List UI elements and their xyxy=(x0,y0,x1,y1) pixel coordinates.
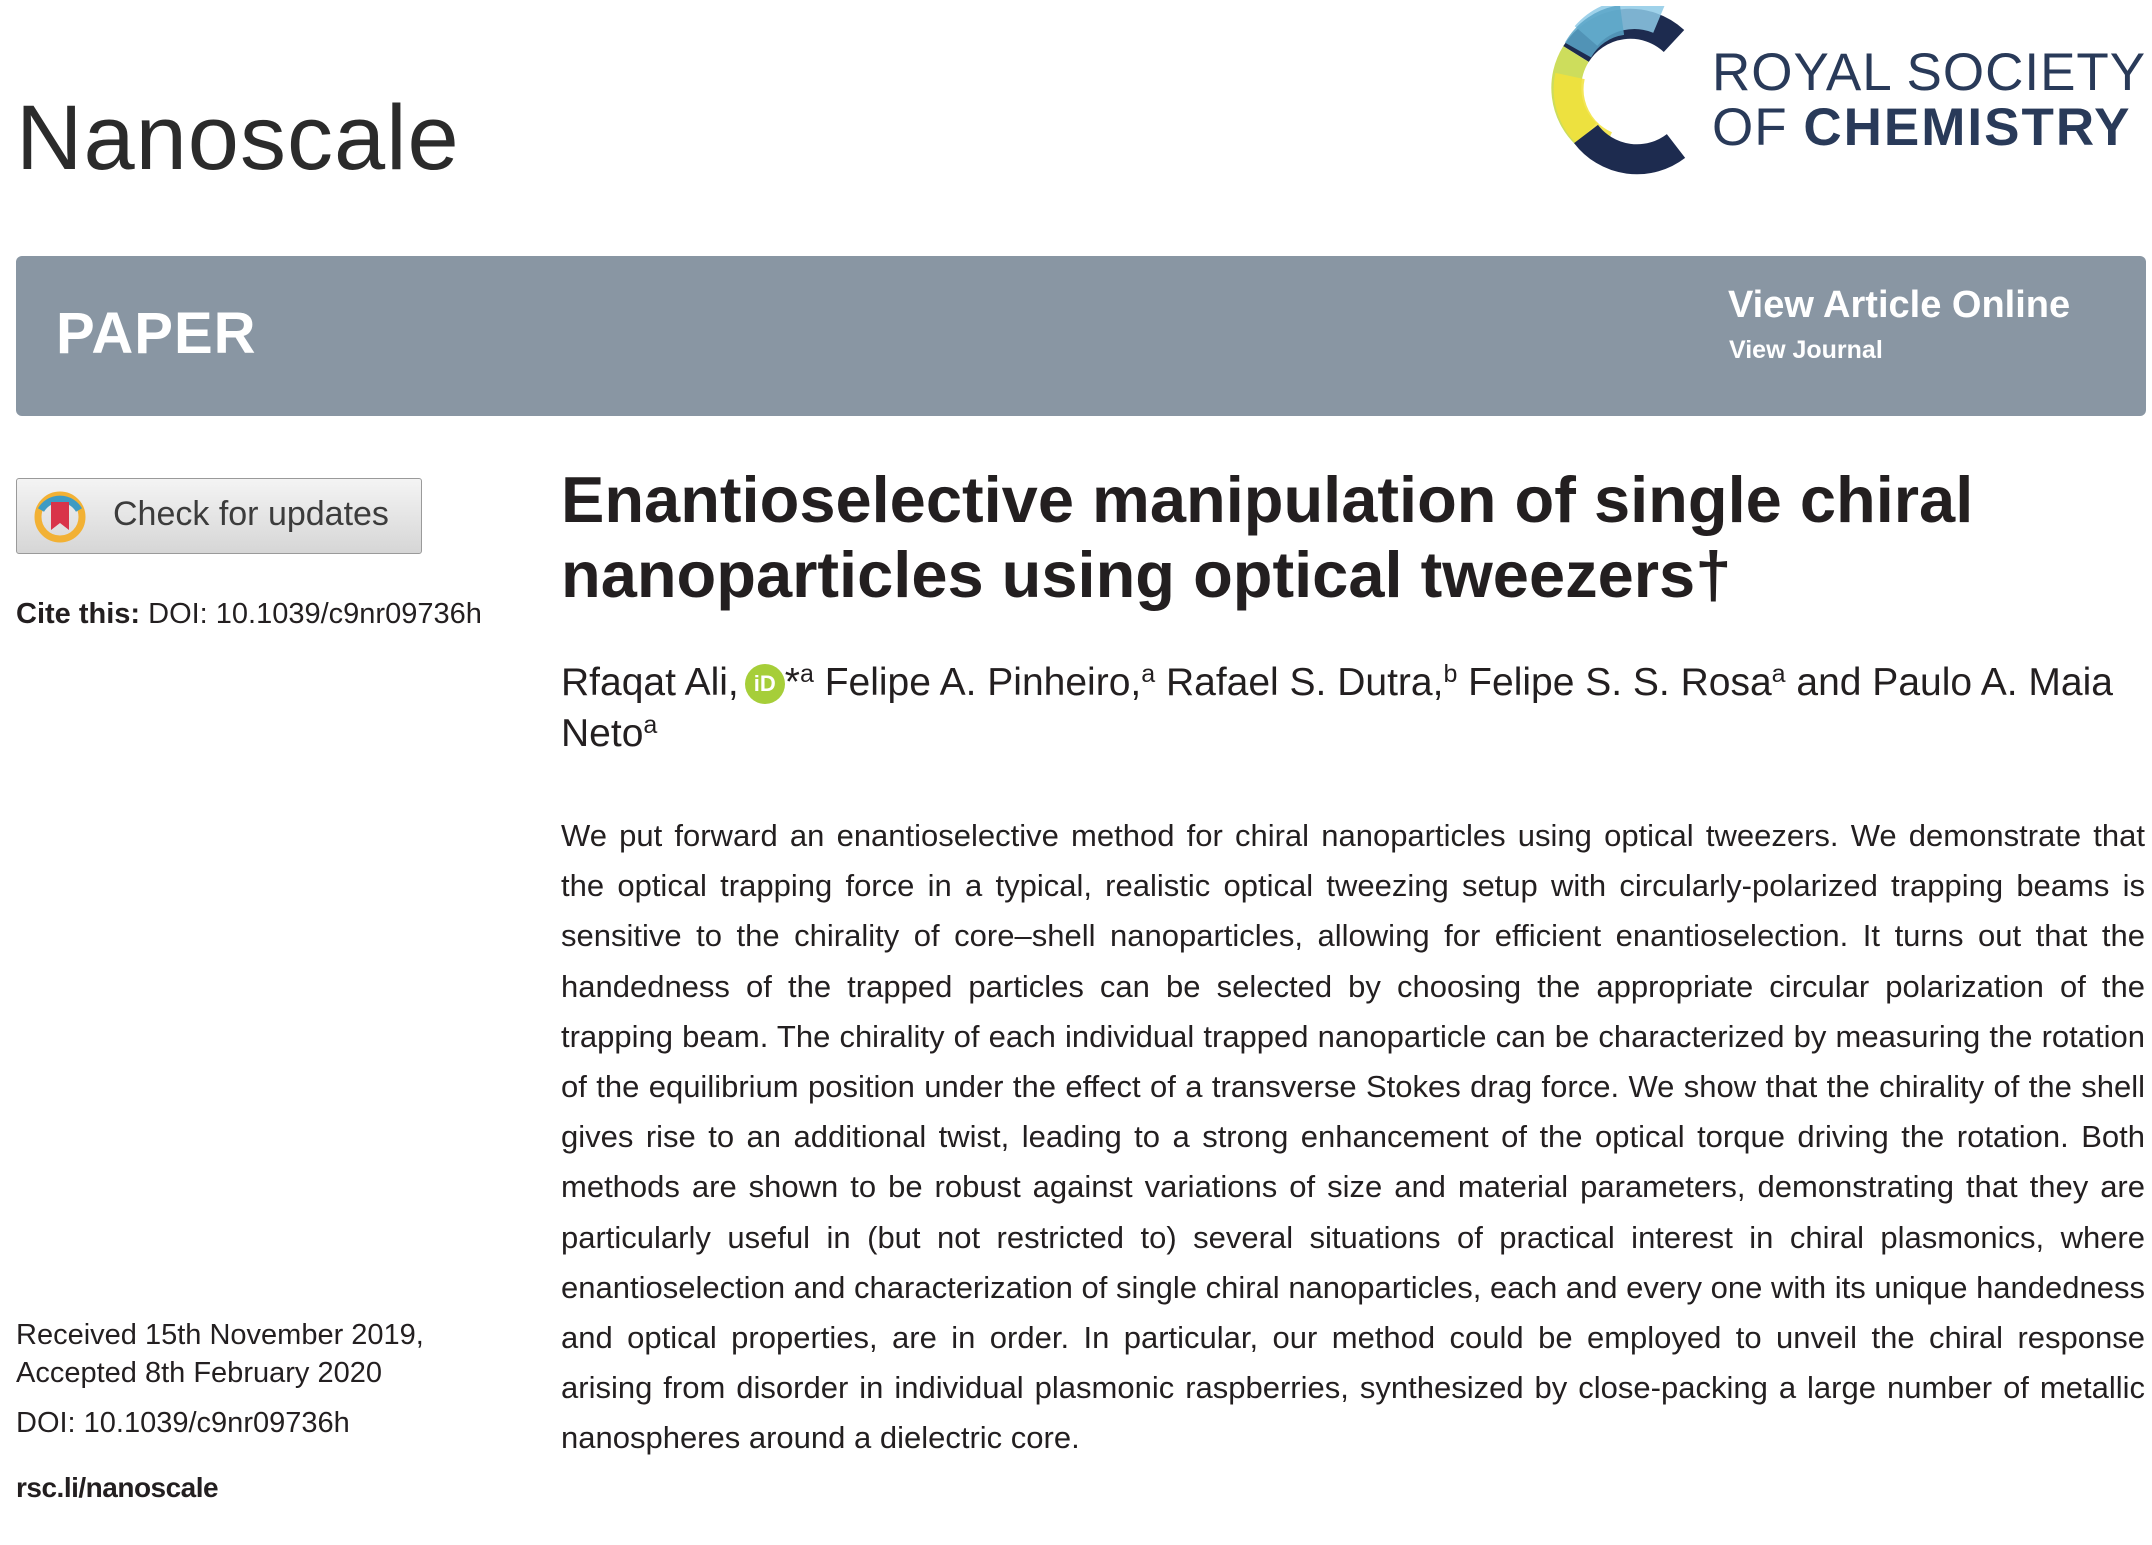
publisher-name-line1: ROYAL SOCIETY xyxy=(1712,43,2147,102)
view-article-online-link[interactable]: View Article Online xyxy=(1728,284,2071,326)
crossmark-icon xyxy=(33,490,87,544)
journal-title: Nanoscale xyxy=(16,87,460,189)
author-name: Rfaqat Ali, xyxy=(561,661,739,704)
orcid-icon[interactable]: iD xyxy=(745,664,785,704)
rsc-logo[interactable] xyxy=(1546,6,2146,176)
publication-dates xyxy=(16,1316,424,1392)
author-name: and Paulo A. Maia Neto xyxy=(561,661,2113,755)
affiliation-mark: a xyxy=(1141,660,1156,688)
article-type: PAPER xyxy=(56,301,257,366)
author-list xyxy=(561,657,2141,759)
cite-doi: DOI: 10.1039/c9nr09736h xyxy=(140,598,482,630)
affiliation-mark: b xyxy=(1443,660,1458,688)
abstract: We put forward an enantioselective method for chiral nanoparticles using optical tweezers. We demonstrate that the optical trapping force in a typical, realistic optical tweezing setup with circularly-polarized trapping beams is sensitive to the chirality of core–shell nanoparticles, allowing for efficient enantioselection. It turns out that the handedness of the trapped particles can be selected by choosing the appropriate circular polarization of the trapping beam. The chirality of each individual trapped nanoparticle can be characterized by measuring the rotation of the equilibrium position under the effect of a transverse Stokes drag force. We show that the chirality of the shell gives rise to an additional twist, leading to a strong enhancement of the optical torque driving the rotation. Both methods are shown to be robust against variations of size and material parameters, demonstrating that they are particularly useful in (but not restricted to) several situations of practical interest in chiral plasmonics, where enantioselection and characterization of single chiral nanoparticles, each and every one with its unique handedness and optical properties, are in order. In particular, our method could be employed to unveil the chiral response arising from disorder in individual plasmonic raspberries, synthesized by close-packing a large number of metallic nanospheres around a dielectric core. xyxy=(561,818,2145,1456)
article-title: Enantioselective manipulation of single chiral nanoparticles using optical tweezers† xyxy=(561,463,1974,611)
author-name: Felipe A. Pinheiro, xyxy=(813,661,1142,704)
corresponding-mark: * xyxy=(784,661,800,704)
affiliation-mark: a xyxy=(643,711,658,739)
affiliation-mark: a xyxy=(799,660,814,688)
rsc-logo-mark xyxy=(1546,6,1716,176)
affiliation-mark: a xyxy=(1771,660,1786,688)
cite-label: Cite this: xyxy=(16,598,141,630)
accepted-date: Accepted 8th February 2020 xyxy=(16,1357,382,1389)
article-type-banner xyxy=(16,256,2146,416)
received-date: Received 15th November 2019, xyxy=(16,1319,424,1351)
author-name: Rafael S. Dutra, xyxy=(1155,661,1444,704)
cite-this xyxy=(16,598,482,631)
doi: DOI: 10.1039/c9nr09736h xyxy=(16,1407,350,1439)
journal-link[interactable]: rsc.li/nanoscale xyxy=(16,1472,219,1503)
view-journal-link[interactable]: View Journal xyxy=(1729,336,1883,364)
publisher-name-line2: OF CHEMISTRY xyxy=(1712,98,2132,157)
check-for-updates-label: Check for updates xyxy=(113,495,389,533)
check-for-updates-button[interactable] xyxy=(16,478,422,554)
author-name: Felipe S. S. Rosa xyxy=(1457,661,1772,704)
